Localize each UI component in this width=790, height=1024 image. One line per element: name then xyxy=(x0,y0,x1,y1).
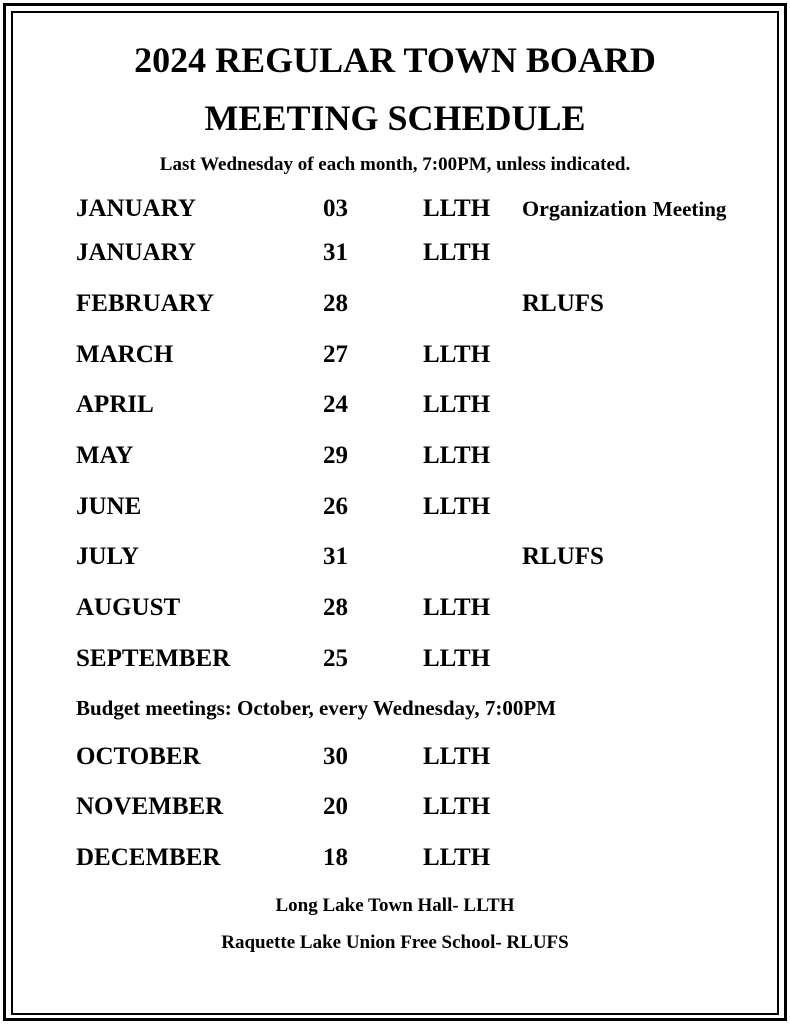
schedule-subtitle: Last Wednesday of each month, 7:00PM, unless indicated. xyxy=(159,154,631,175)
day: 26 xyxy=(323,493,348,520)
location: LLTH xyxy=(423,493,491,520)
schedule-row xyxy=(0,644,790,674)
budget-meetings-note: Budget meetings: October, every Wednesday, 7:00PM xyxy=(76,696,557,720)
title-line-2: MEETING SCHEDULE xyxy=(204,98,586,138)
schedule-row xyxy=(0,194,790,224)
location: LLTH xyxy=(423,594,491,621)
schedule-row xyxy=(0,593,790,623)
schedule-row xyxy=(0,441,790,471)
schedule-row xyxy=(0,238,790,268)
month: AUGUST xyxy=(76,594,181,621)
location-note: RLUFS xyxy=(522,290,604,317)
location: LLTH xyxy=(423,442,491,469)
schedule-row xyxy=(0,843,790,873)
location-note: RLUFS xyxy=(522,543,604,570)
day: 31 xyxy=(323,239,348,266)
note xyxy=(522,194,726,224)
title-line-1: 2024 REGULAR TOWN BOARD xyxy=(134,40,656,80)
location: LLTH xyxy=(423,645,491,672)
location: LLTH xyxy=(423,391,491,418)
month: DECEMBER xyxy=(76,844,221,871)
legend-llth: Long Lake Town Hall- LLTH xyxy=(275,895,515,916)
location: LLTH xyxy=(423,341,491,368)
day: 28 xyxy=(323,594,348,621)
location: LLTH xyxy=(423,793,491,820)
month: APRIL xyxy=(76,391,154,418)
location: LLTH xyxy=(423,239,491,266)
month: JANUARY xyxy=(76,195,196,222)
month: JUNE xyxy=(76,493,142,520)
month: JANUARY xyxy=(76,239,196,266)
month: OCTOBER xyxy=(76,743,201,770)
day: 24 xyxy=(323,391,348,418)
schedule-row xyxy=(0,340,790,370)
month: FEBRUARY xyxy=(76,290,215,317)
location: LLTH xyxy=(423,743,491,770)
schedule-row xyxy=(0,492,790,522)
month: NOVEMBER xyxy=(76,793,224,820)
month: SEPTEMBER xyxy=(76,645,231,672)
day: 30 xyxy=(323,743,348,770)
legend-rlufs: Raquette Lake Union Free School- RLUFS xyxy=(221,932,569,953)
schedule-row xyxy=(0,390,790,420)
month: MAY xyxy=(76,442,134,469)
month: MARCH xyxy=(76,341,174,368)
schedule-row xyxy=(0,742,790,772)
location: LLTH xyxy=(423,844,491,871)
day: 27 xyxy=(323,341,348,368)
day: 03 xyxy=(323,195,348,222)
schedule-row xyxy=(0,542,790,572)
month: JULY xyxy=(76,543,139,570)
location: LLTH xyxy=(423,195,491,222)
day: 20 xyxy=(323,793,348,820)
day: 25 xyxy=(323,645,348,672)
note-main: Organization xyxy=(522,196,647,221)
schedule-row xyxy=(0,289,790,319)
note-suffix: Meeting xyxy=(652,197,727,221)
day: 29 xyxy=(323,442,348,469)
day: 28 xyxy=(323,290,348,317)
day: 18 xyxy=(323,844,348,871)
day: 31 xyxy=(323,543,348,570)
schedule-row xyxy=(0,792,790,822)
